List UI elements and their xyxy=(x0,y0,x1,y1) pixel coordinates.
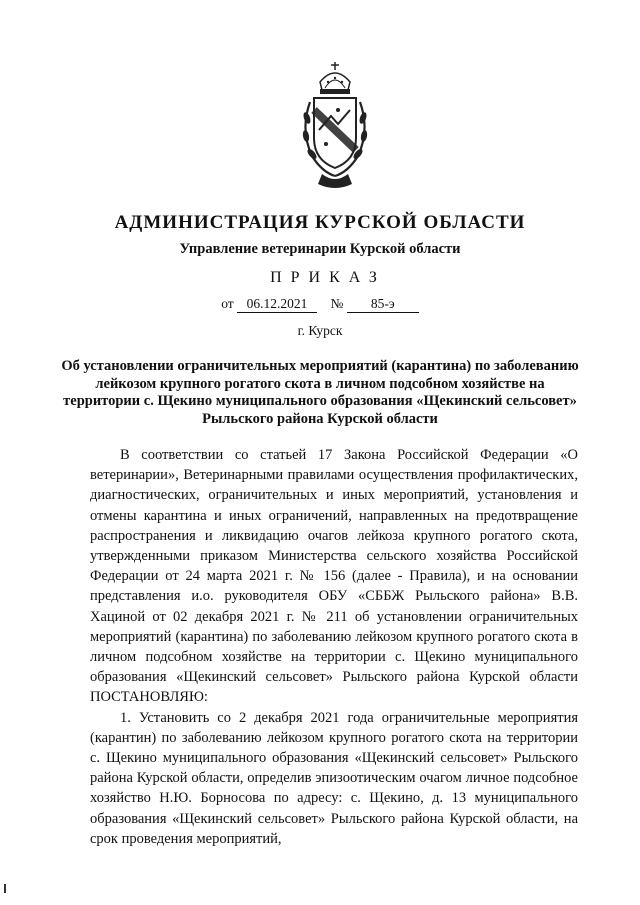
number-prefix: № xyxy=(330,296,344,311)
document-body xyxy=(90,445,578,849)
kursk-coat-of-arms-icon xyxy=(298,60,372,192)
scan-mark xyxy=(4,884,6,893)
document-number: 85-э xyxy=(347,296,419,313)
document-date: 06.12.2021 xyxy=(237,296,317,313)
date-number-line xyxy=(0,296,640,313)
document-title: Об установлении ограничительных мероприятий (карантина) по заболеванию лейкозом крупного рогатого скота в личном подсобном хозяйстве на территории с. Щекино муниципального образования «Щекинский сельсовет» Рыльского района Курской области xyxy=(61,358,579,427)
date-prefix: от xyxy=(221,296,234,311)
organization-title: АДМИНИСТРАЦИЯ КУРСКОЙ ОБЛАСТИ xyxy=(114,212,526,233)
paragraph-item-1: 1. Установить со 2 декабря 2021 года ограничительные мероприятия (карантин) по заболеванию лейкозом крупного рогатого скота на территории с. Щекино муниципального образования «Щекинский сельсовет» Рыльского района Курской области, определив эпизоотическим очагом личное подсобное хозяйство Н.Ю. Борносова по адресу: с. Щекино, д. 13 муниципального образования «Щекинский сельсовет» Рыльского района Курской области, на срок проведения мероприятий, xyxy=(90,709,578,847)
document-type: ПРИКАЗ xyxy=(270,269,386,286)
city: г. Курск xyxy=(297,323,343,338)
paragraph-preamble: В соответствии со статьей 17 Закона Российской Федерации «О ветеринарии», Ветеринарными правилами осуществления профилактических, диагностических, ограничительных и иных мероприятий, установления и отмены карантина и иных ограничений, направленных на предотвращение распространения и ликвидацию очагов лейкоза крупного рогатого скота, утвержденными приказом Министерства сельского хозяйства Российской Федерации от 24 марта 2021 г. № 156 (далее - Правила), и на основании представления и.о. руководителя ОБУ «СББЖ Рыльского района» В.В. Хациной от 02 декабря 2021 г. № 211 об установлении ограничительных мероприятий (карантина) по заболеванию лейкозом крупного рогатого скота в личном подсобном хозяйстве на территории с. Щекино муниципального образования «Щекинский сельсовет» Рыльского района Курской области ПОСТАНОВЛЯЮ: xyxy=(90,447,578,706)
department-name: Управление ветеринарии Курской области xyxy=(179,241,461,257)
